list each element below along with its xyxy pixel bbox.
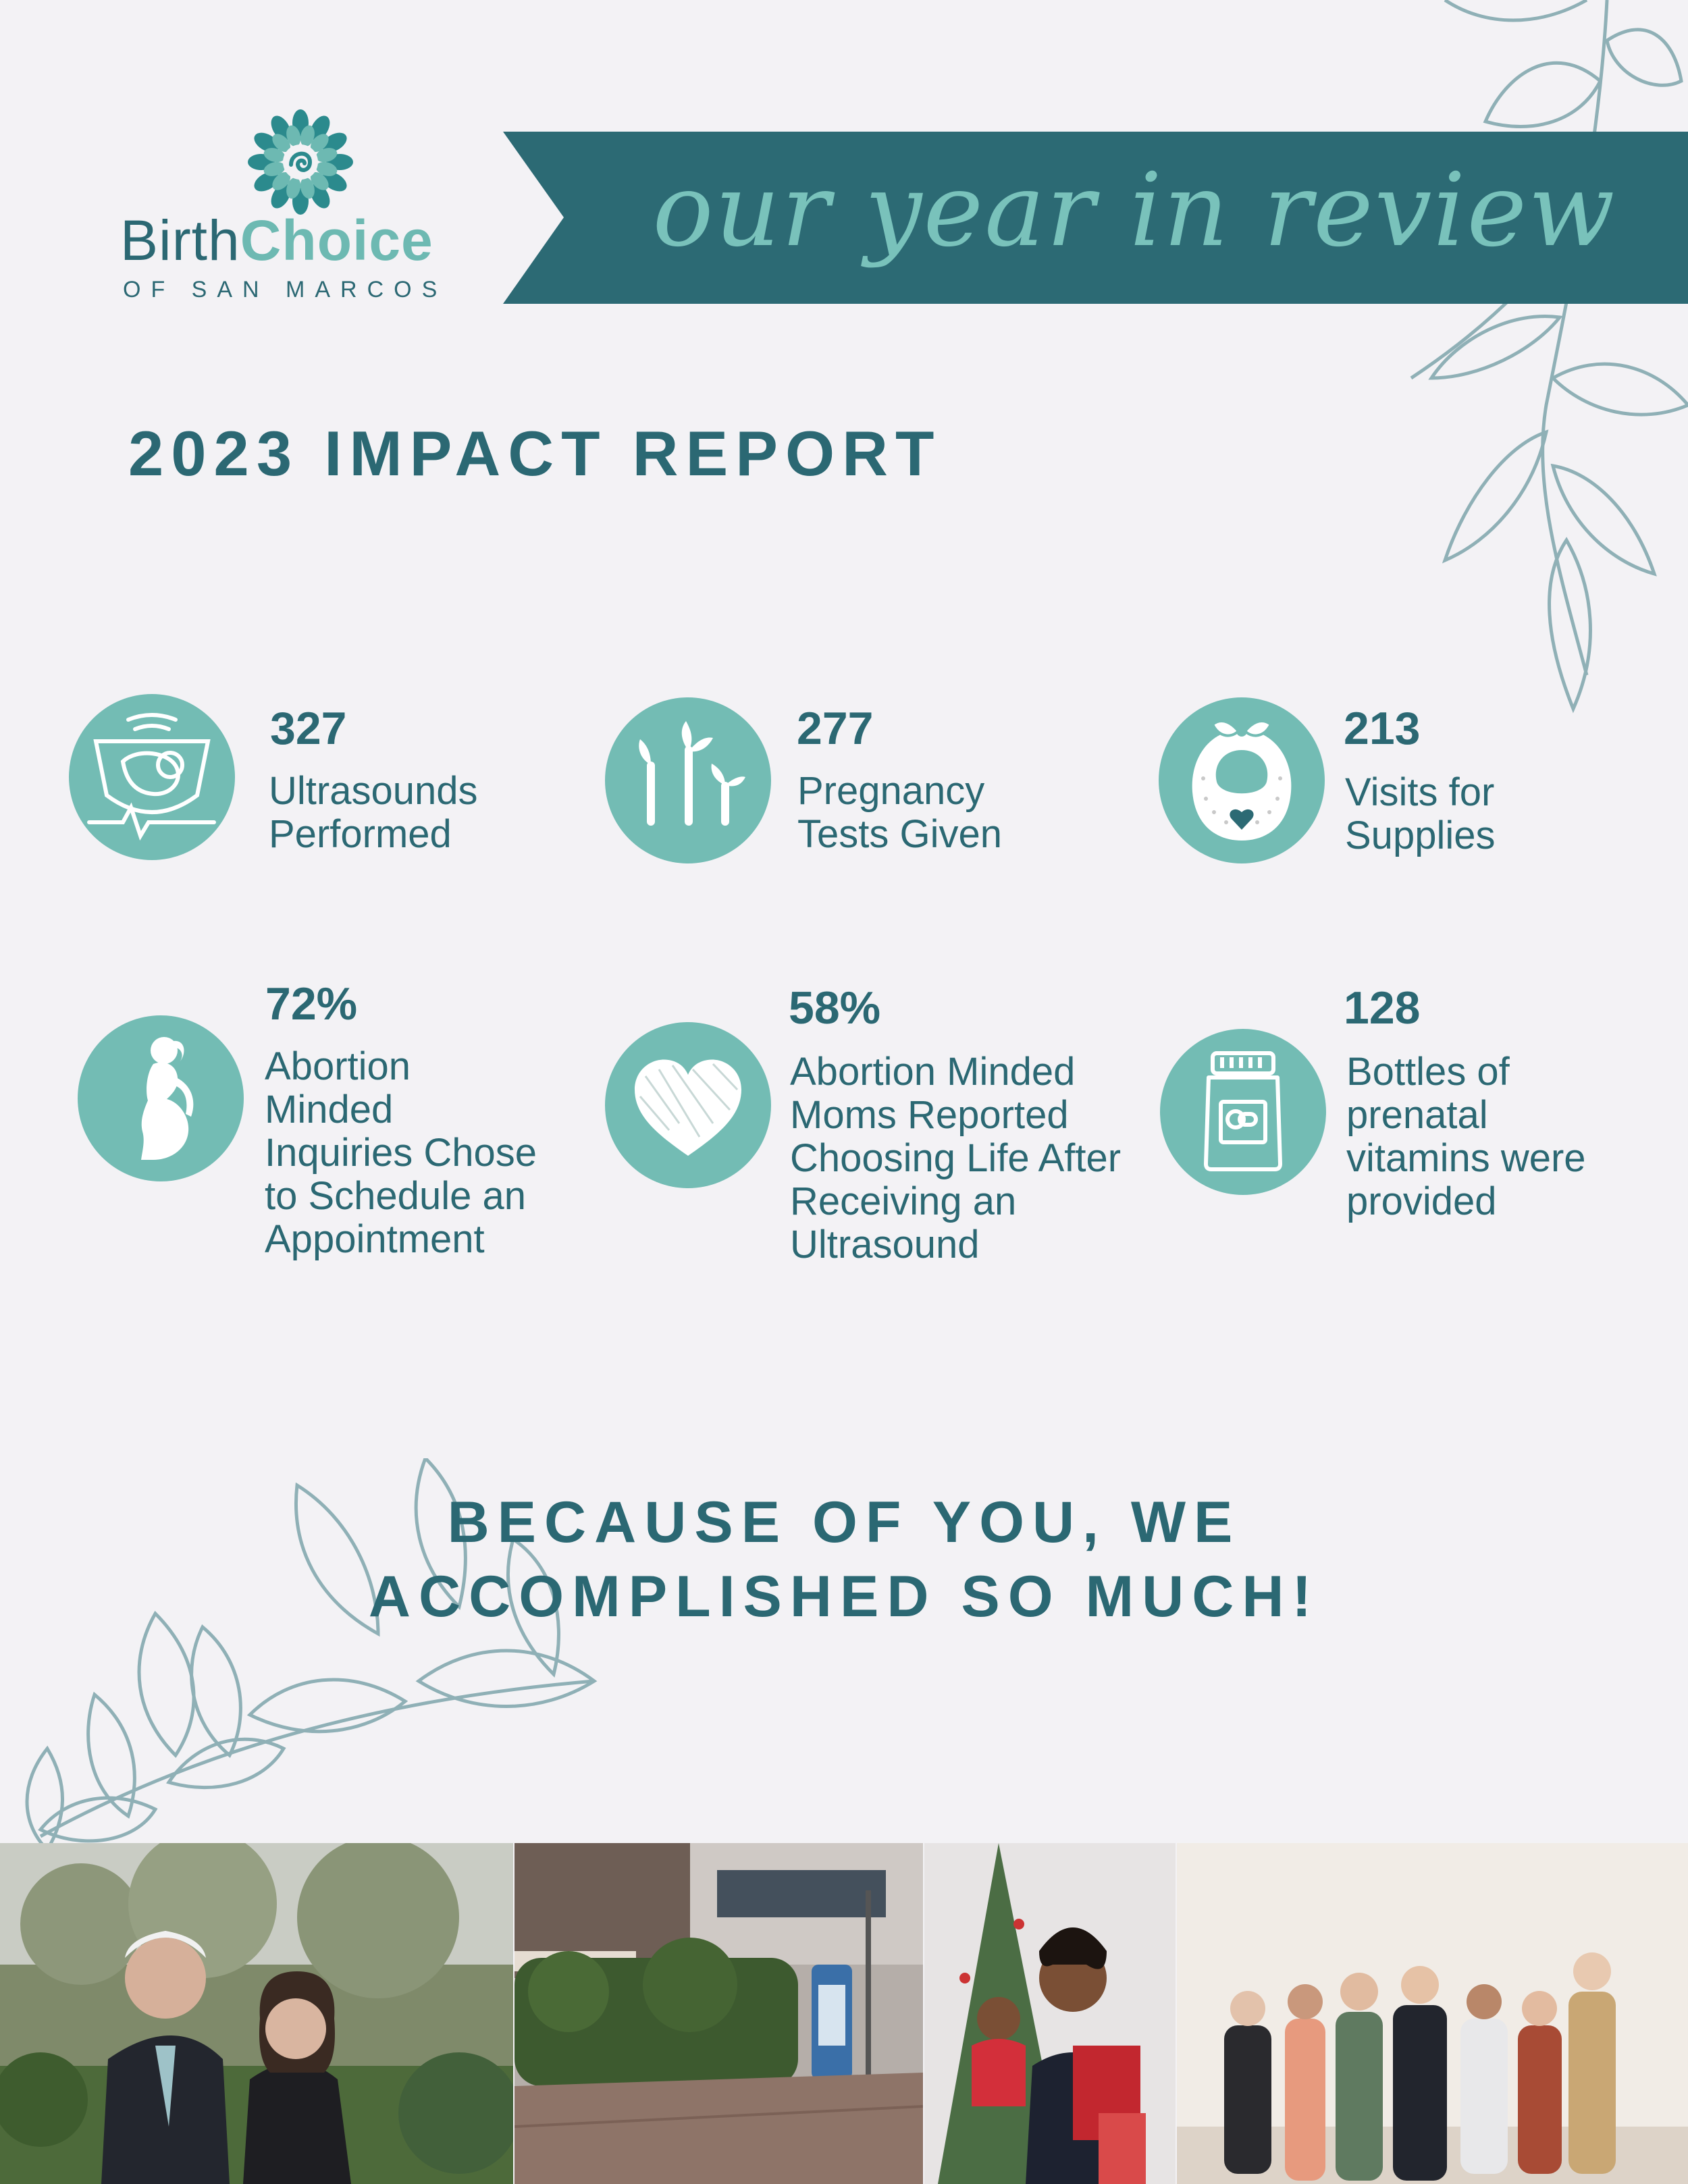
- stat-ultrasounds-number: 327: [270, 703, 347, 754]
- report-title: 2023 IMPACT REPORT: [128, 418, 942, 489]
- ultrasound-icon: [69, 694, 235, 860]
- sprout-icon: [605, 697, 771, 863]
- heart-icon: [605, 1022, 771, 1188]
- stat-vitamins-label: Bottles of prenatal vitamins were provided: [1346, 1050, 1586, 1223]
- stat-appointments-number: 72%: [265, 978, 358, 1030]
- banner-script-text: our year in review: [652, 152, 1616, 269]
- stat-pregnancy-tests-label: Pregnancy Tests Given: [797, 769, 1002, 856]
- vitamin-bottle-icon: [1160, 1029, 1326, 1195]
- building-exterior-photo: [515, 1843, 923, 2184]
- birthchoice-logo[interactable]: [115, 108, 493, 311]
- stat-appointments-label: Abortion Minded Inquiries Chose to Schedule an Appointment: [265, 1044, 537, 1261]
- stat-supplies-label: Visits for Supplies: [1345, 770, 1496, 857]
- thank-you-heading: BECAUSE OF YOU, WE ACCOMPLISHED SO MUCH!: [368, 1490, 1320, 1629]
- sunflower-logo-icon: [246, 108, 354, 216]
- pregnant-woman-icon: [78, 1015, 244, 1181]
- woman-with-child-christmas-photo: [924, 1843, 1176, 2184]
- logo-brand-name: BirthChoice: [120, 209, 433, 272]
- stat-supplies-number: 213: [1344, 703, 1421, 754]
- stat-choosing-life-label: Abortion Minded Moms Reported Choosing Life After Receiving an Ultrasound: [790, 1050, 1122, 1267]
- logo-subtitle: OF SAN MARCOS: [123, 277, 448, 302]
- leaf-branch-decoration-top: [1384, 0, 1688, 736]
- stat-pregnancy-tests-number: 277: [797, 703, 874, 754]
- couple-at-event-photo: [0, 1843, 513, 2184]
- baby-bib-icon: [1159, 697, 1325, 863]
- stat-choosing-life-number: 58%: [789, 982, 881, 1034]
- stat-vitamins-number: 128: [1344, 982, 1421, 1034]
- year-in-review-banner: [503, 132, 1688, 304]
- group-staff-photo: [1177, 1843, 1688, 2184]
- stat-ultrasounds-label: Ultrasounds Performed: [269, 769, 478, 856]
